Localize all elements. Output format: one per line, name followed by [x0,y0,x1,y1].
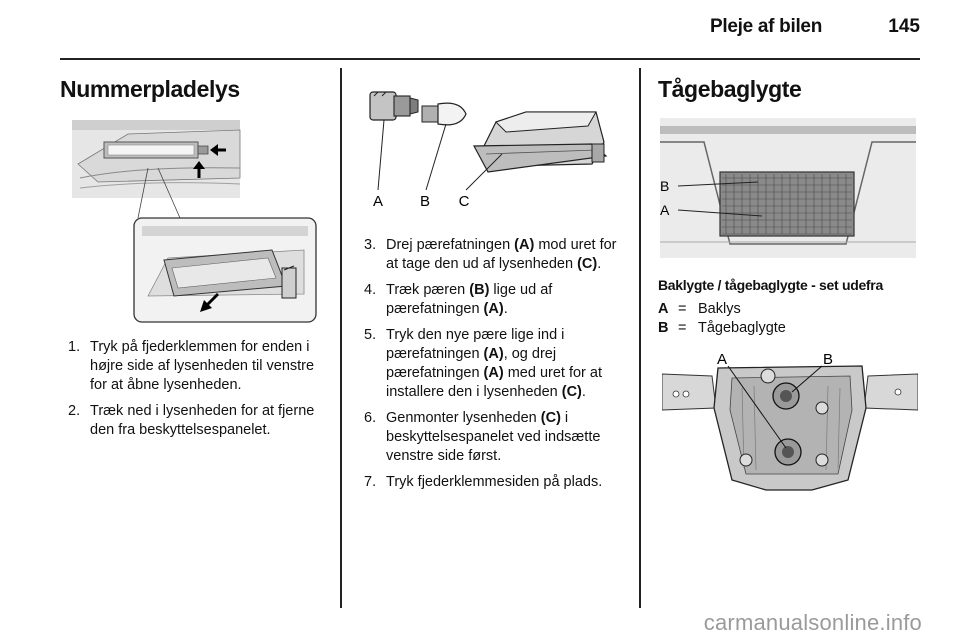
label-a: A [716,351,728,368]
list-item [364,236,626,274]
label-b: B [822,351,834,368]
legend-equals: = [678,320,687,336]
list-item [364,473,626,492]
label-b: B [419,193,431,210]
label-a: A [372,193,384,210]
middle-steps-list [364,236,626,499]
section-title-license-plate-light: Nummerpladelys [60,76,240,102]
bulb-socket-lamp-illustration [356,82,622,214]
legend-value: Tågebaglygte [698,320,786,336]
step-number: 6. [364,410,377,426]
list-item [364,409,626,466]
watermark: carmanualsonline.info [703,610,922,635]
step-text: Tryk på fjederklemmen for enden i højre side af lysenheden til venstre for at åbne lysenheden. [90,339,315,393]
step-text: Genmonter lysenheden (C) i beskyttelsespanelet ved indsætte venstre side først. [386,410,601,464]
legend-key: A [658,301,669,317]
running-header-title: Pleje af bilen [710,16,822,37]
figure-caption: Baklygte / tågebaglygte - set udefra [658,277,883,293]
step-number: 3. [364,237,377,253]
label-b: B [660,178,670,194]
left-steps-list [68,338,324,447]
step-text: Træk ned i lysenheden for at fjerne den fra beskyttelsespanelet. [90,403,315,438]
label-a: A [660,202,670,218]
header-rule [60,58,920,60]
step-number: 1. [68,339,81,355]
legend-equals: = [678,301,687,317]
list-item [68,338,324,395]
step-number: 2. [68,403,81,419]
step-text: Tryk den nye pære lige ind i pærefatningen (A), og drej pærefatningen (A) med uret for at installere den i lysenheden (C). [386,327,603,400]
list-item [68,402,324,440]
rear-fog-lamp-outside-view-illustration [660,118,916,258]
step-text: Træk pæren (B) lige ud af pærefatningen (A). [386,282,553,317]
legend-row [658,300,786,319]
list-item [364,281,626,319]
license-plate-lamp-removal-illustration [68,118,320,326]
step-number: 5. [364,327,377,343]
step-text: Tryk fjederklemmesiden på plads. [386,474,603,490]
column-divider-right [639,68,641,608]
label-c: C [458,193,470,210]
step-text: Drej pærefatningen (A) mod uret for at tage den ud af lysenheden (C). [386,237,617,272]
list-item [364,326,626,402]
figure-legend [658,300,786,338]
legend-key: B [658,320,669,336]
page-number: 145 [888,16,920,37]
legend-value: Baklys [698,301,741,317]
step-number: 4. [364,282,377,298]
column-divider-left [340,68,342,608]
step-number: 7. [364,474,377,490]
lamp-housing-inside-view-illustration [662,348,918,498]
section-title-rear-fog-lamp: Tågebaglygte [658,76,802,102]
legend-row [658,319,786,338]
